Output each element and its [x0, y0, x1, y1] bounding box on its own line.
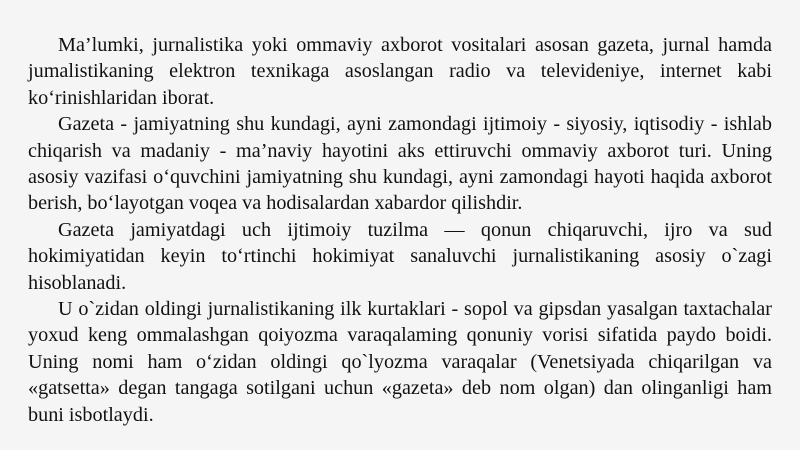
paragraph: Gazeta - jamiyatning shu kundagi, ayni zamondagi ijtimoiy - siyosiy, iqtisodiy - ishlab chiqarish va madaniy - ma’naviy hayotini aks ettiruvchi ommaviy axborot turi. Uning asosiy vazifasi o‘quvchini jamiyatning shu kundagi, ayni zamondagi hayoti haqida axborot berish, bo‘layotgan voqea va hodisalardan xabardor qilishdir.: [28, 113, 772, 215]
document-body: [28, 32, 772, 428]
paragraph: Ma’lumki, jurnalistika yoki ommaviy axborot vositalari asosan gazeta, jurnal hamda jumalistikaning elektron texnikaga asoslangan radio va televideniye, internet kabi ko‘rinishlaridan iborat.: [28, 34, 772, 109]
paragraph: Gazeta jamiyatdagi uch ijtimoiy tuzilma — qonun chiqaruvchi, ijro va sud hokimiyatidan keyin to‘rtinchi hokimiyat sanaluvchi jurnalistikaning asosiy o`zagi hisoblanadi.: [28, 218, 772, 294]
paragraph: U o`zidan oldingi jurnalistikaning ilk kurtaklari - sopol va gipsdan yasalgan taxtachalar yoxud keng ommalashgan qoiyozma varaqalaming qonuniy vorisi sifatida paydo boidi. Uning nomi ham o‘zidan oldingi qo`lyozma varaqalar (Venetsiyada chiqarilgan va «gatsetta» degan tangaga sotilgani uchun «gazeta» deb nom olgan) dan olinganligi ham buni isbotlaydi.: [28, 298, 772, 426]
